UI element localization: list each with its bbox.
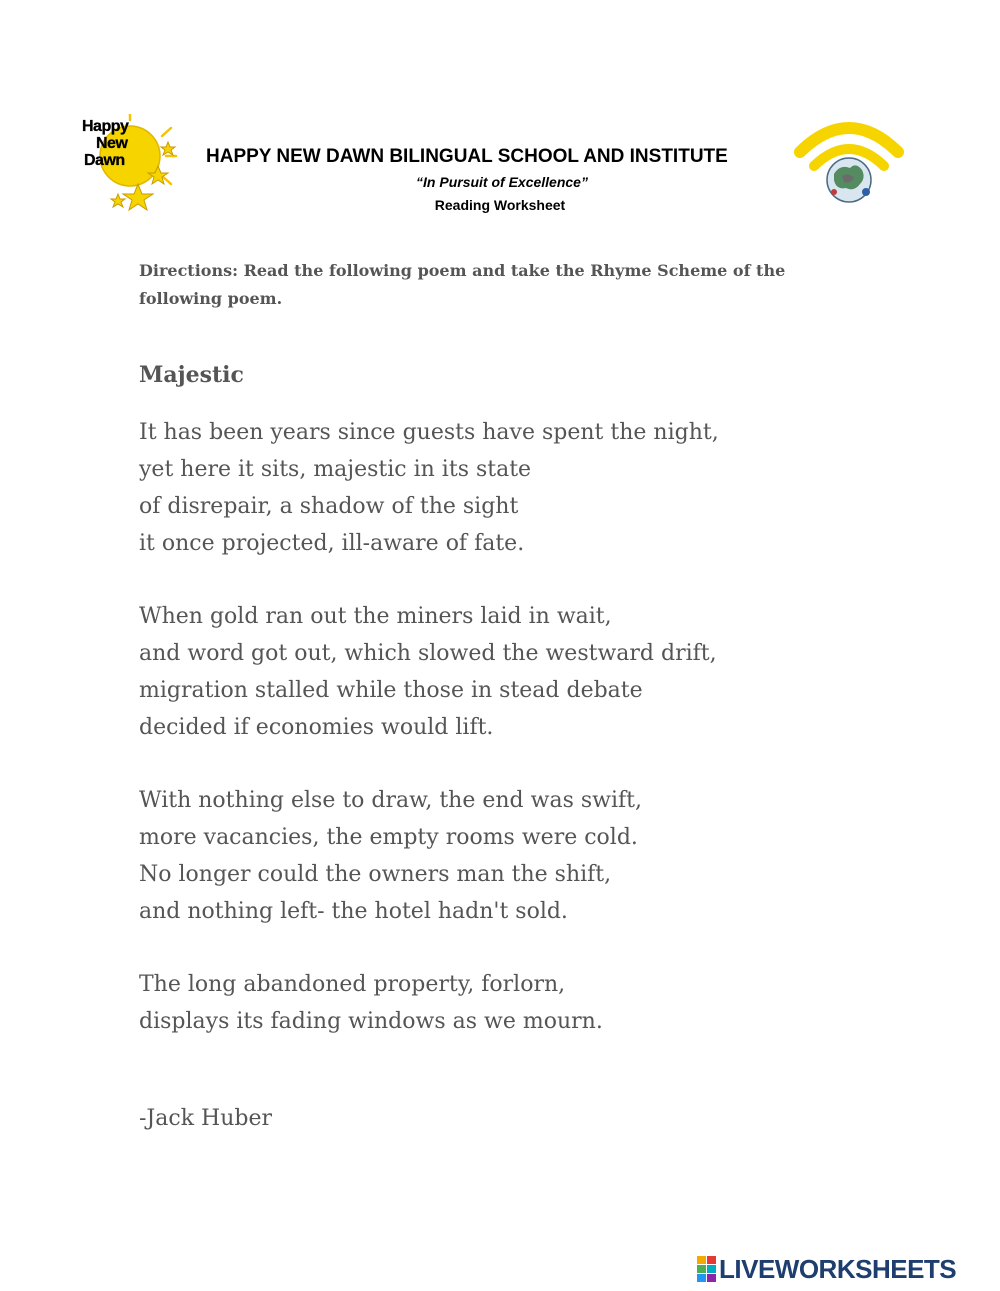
poem-line: No longer could the owners man the shift, [139, 862, 612, 887]
poem-line: With nothing else to draw, the end was swift, [139, 788, 642, 813]
liveworksheets-logo-icon [697, 1255, 717, 1283]
poem-line: When gold ran out the miners laid in wait, [139, 604, 612, 629]
poem-line: displays its fading windows as we mourn. [139, 1009, 603, 1034]
poem-line: it once projected, ill-aware of fate. [139, 531, 525, 556]
liveworksheets-brand[interactable] [697, 1254, 956, 1284]
liveworksheets-wordmark: LIVEWORKSHEETS [719, 1254, 957, 1284]
poem-line: The long abandoned property, forlorn, [139, 972, 566, 997]
poem-line: and nothing left- the hotel hadn't sold. [139, 899, 568, 924]
poem-author: -Jack Huber [139, 1106, 272, 1131]
directions-text: Directions: Read the following poem and take the Rhyme Scheme of the following poem. [139, 261, 786, 308]
poem-stanza [139, 598, 859, 746]
poem-line: and word got out, which slowed the westward drift, [139, 641, 717, 666]
poem-body [139, 414, 859, 1076]
worksheet-title: Reading Worksheet [434, 197, 566, 213]
logo-word-3: Dawn [84, 152, 125, 169]
poem-line: yet here it sits, majestic in its state [139, 457, 532, 482]
logo-word-1: Happy [82, 118, 129, 135]
logo-left-text [82, 118, 128, 169]
poem-stanza [139, 782, 859, 930]
poem-line: of disrepair, a shadow of the sight [139, 494, 519, 519]
poem-title: Majestic [139, 362, 244, 388]
school-motto: “In Pursuit of Excellence” [416, 174, 588, 190]
school-logo-right [790, 118, 908, 210]
logo-word-2: New [96, 135, 128, 152]
poem-line: It has been years since guests have spent the night, [139, 420, 719, 445]
poem-stanza [139, 966, 859, 1040]
school-name: HAPPY NEW DAWN BILINGUAL SCHOOL AND INSTITUTE [206, 146, 728, 167]
poem-stanza [139, 414, 859, 562]
poem-line: decided if economies would lift. [139, 715, 494, 740]
poem-line: more vacancies, the empty rooms were cold. [139, 825, 638, 850]
poem-line: migration stalled while those in stead debate [139, 678, 643, 703]
wifi-globe-logo-icon [790, 118, 908, 210]
